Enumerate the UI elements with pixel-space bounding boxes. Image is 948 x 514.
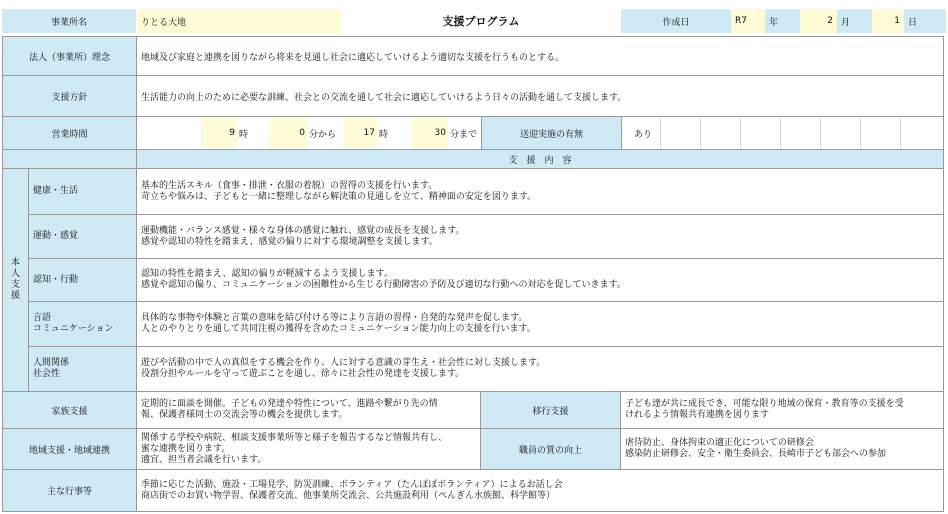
family-support-text-cell[interactable]: [136, 391, 481, 429]
motor-text: 運動機能・バランス感覚・様々な身体の感覚に触れ、感覚の成長を支援します。 感覚や認知の特性を踏まえ、感覚の偏りに対する環境調整を支援します。: [141, 225, 465, 247]
end-min-field[interactable]: [411, 118, 448, 148]
self-support-group-label: [2, 168, 29, 392]
transport-label-text: 送迎実施の有無: [519, 129, 583, 140]
self-support-text-cognition[interactable]: [136, 258, 944, 302]
philosophy-label-text: 法人（事業所）理念: [28, 52, 110, 63]
community-support-label-text: 地域支援・地域連携: [28, 445, 110, 456]
social-text: 遊びや活動の中で人の真似をする機会を作り、人に対する意識の芽生え・社会性に対し支援します。 役割分担やルールを守って遊ぶことを通し、徐々に社会性の発達を支援します。: [141, 358, 546, 379]
policy-label-text: 支援方針: [51, 92, 88, 103]
self-support-text-language[interactable]: [136, 301, 944, 347]
family-support-text: 定期的に面談を開催。子どもの発達や特性について、進路や繋がり先の情 報、保護者様同士の交流会等の機会を提供します。: [141, 399, 438, 420]
start-min-value: 0: [299, 128, 305, 138]
philosophy-text-cell[interactable]: [136, 36, 944, 76]
policy-text-cell[interactable]: [136, 75, 944, 117]
start-min-field[interactable]: [269, 118, 307, 148]
end-min-value: 30: [434, 128, 446, 138]
self-support-label-cognition: [28, 258, 137, 302]
month-unit-text: 月: [841, 17, 851, 28]
self-support-text-social[interactable]: [136, 346, 944, 392]
end-hour-unit: [377, 118, 411, 148]
day-unit: [904, 9, 946, 33]
end-hour-field[interactable]: [343, 118, 377, 148]
start-hour-field[interactable]: [201, 118, 237, 148]
year-unit-text: 年: [769, 17, 779, 28]
created-date-label-text: 作成日: [662, 17, 690, 28]
staff-quality-text: 虐待防止、身体拘束の適正化についての研修会 感染防止研修会、安全・衛生委員会、長崎市子ども部会への参加: [625, 438, 887, 459]
events-text-cell[interactable]: [136, 469, 944, 512]
motor-label-text: 運動・感覚: [33, 231, 79, 241]
end-hour-unit-text: 時: [379, 129, 389, 140]
start-hour-unit-text: 時: [239, 129, 249, 140]
self-support-label-language: [28, 301, 137, 347]
day-unit-text: 日: [908, 17, 918, 28]
created-date-label: [621, 9, 731, 33]
language-text: 具体的な事物や体験と言葉の意味を結び付ける等により言語の習得・自発的な発声を促します。 人とのやりとりを通して共同注視の獲得を含めたコミュニケーション能力向上の支援を行います。: [141, 313, 536, 334]
hours-label-text: 営業時間: [51, 129, 88, 140]
language-label-text: 言語 コミュニケーション: [33, 313, 114, 334]
transport-value-cell[interactable]: [630, 118, 660, 148]
social-label-text: 人間関係 社会性: [33, 358, 70, 379]
community-support-text: 関係する学校や病院、相談支援事業所等と様子を報告するなど情報共有し、 蜜な連携を図ります。 適宜、担当者会議を行います。: [141, 432, 448, 465]
page-title-text: 支援プログラム: [442, 15, 520, 28]
self-support-group-text: 本 人 支 援: [10, 258, 20, 301]
transition-support-label-text: 移行支援: [532, 406, 569, 417]
family-support-label-text: 家族支援: [51, 406, 88, 417]
support-contents-header-text: 支 援 内 容: [508, 155, 572, 166]
family-support-label: [2, 391, 137, 429]
policy-label: [2, 75, 137, 117]
year-unit: [765, 9, 800, 33]
min-until-text: 分まで: [450, 129, 478, 140]
staff-quality-text-cell[interactable]: [620, 428, 944, 470]
hours-label: [2, 116, 137, 150]
end-hour-value: 17: [363, 128, 375, 138]
day-value: 1: [894, 16, 900, 26]
health-text: 基本的生活スキル（食事・排泄・衣服の着脱）の習得の支援を行います。 苛立ちや悩みは、子どもと一緒に整理しながら解決策の見通しを立て、精神面の安定を図ります。: [141, 180, 537, 202]
start-hour-unit: [237, 118, 269, 148]
self-support-label-motor: [28, 214, 137, 259]
era-value: R7: [735, 16, 747, 26]
transport-value: あり: [634, 129, 653, 140]
support-contents-header: [136, 149, 944, 169]
min-from-unit: [307, 118, 343, 148]
office-name-label-text: 事業所名: [50, 17, 87, 28]
office-name-value: りとる大地: [141, 17, 187, 28]
philosophy-label: [2, 36, 137, 76]
office-name-label: [2, 9, 136, 33]
staff-quality-label-text: 職員の質の向上: [518, 445, 582, 456]
events-text: 季節に応じた活動、施設・工場見学、防災訓練、ボランティア（たんぽぽボランティア）によるお話し会 商店街でのお買い物学習、保護者交流、他事業所交流会、公共施設利用（ぺんぎん水族館、科学館等）: [141, 479, 563, 501]
min-until-unit: [448, 118, 482, 148]
self-support-text-health[interactable]: [136, 168, 944, 215]
staff-quality-label: [480, 428, 621, 470]
events-label-text: 主な行事等: [46, 487, 92, 497]
transition-support-text-cell[interactable]: [620, 391, 944, 429]
self-support-label-social: [28, 346, 137, 392]
events-label: [2, 469, 137, 512]
transport-label: [481, 116, 622, 150]
cognition-label-text: 認知・行動: [33, 274, 79, 285]
self-support-text-motor[interactable]: [136, 214, 944, 259]
min-from-text: 分から: [309, 129, 337, 140]
support-header-left: [2, 149, 137, 169]
era-field[interactable]: [731, 9, 765, 33]
start-hour-value: 9: [229, 128, 235, 138]
office-name-field[interactable]: [137, 9, 341, 33]
cognition-text: 認知の特性を踏まえ、認知の偏りが軽減するよう支援します。 感覚や認知の偏り、コミュニケーションの困難性から生じる行動障害の予防及び適切な行動への対応を促していきます。: [141, 269, 626, 290]
policy-text: 生活能力の向上のために必要な訓練、社会との交流を通して社会に適応していけるよう日々の活動を通して支援します。: [141, 92, 627, 103]
health-label-text: 健康・生活: [33, 186, 79, 196]
page-title: [341, 9, 621, 33]
transition-support-label: [480, 391, 621, 429]
month-field[interactable]: [800, 9, 837, 33]
community-support-text-cell[interactable]: [136, 428, 481, 470]
philosophy-text: 地域及び家庭と連携を図りながら将来を見通し社会に適応していけるよう適切な支援を行うものとする。: [141, 52, 565, 63]
transition-support-text: 子ども達が共に成長でき、可能な限り地域の保育・教育等の支援を受 けれるよう情報共有連携を図ります: [625, 399, 904, 420]
month-value: 2: [827, 16, 833, 26]
community-support-label: [2, 428, 137, 470]
month-unit: [837, 9, 872, 33]
day-field[interactable]: [872, 9, 904, 33]
self-support-label-health: [28, 168, 137, 215]
